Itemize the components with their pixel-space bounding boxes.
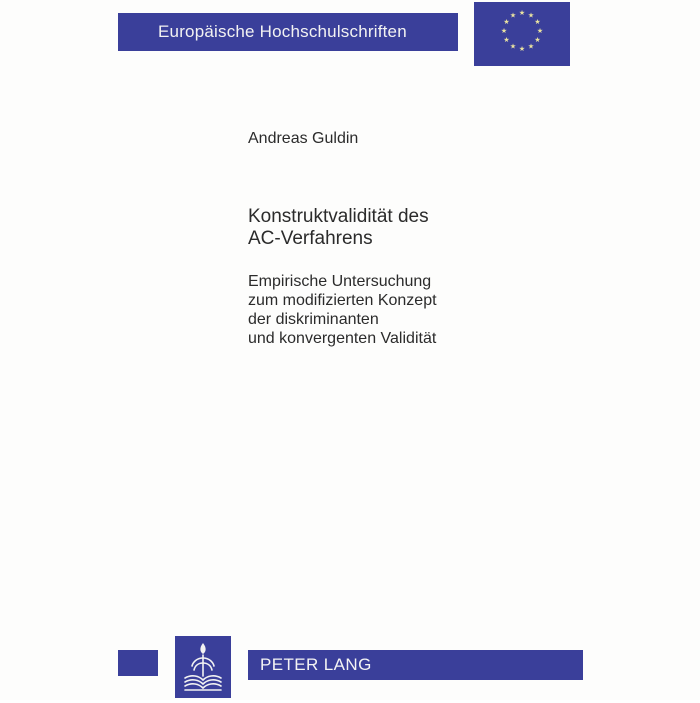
svg-text:★: ★ [509, 42, 517, 51]
publisher-accent-bar [118, 650, 158, 676]
book-subtitle [248, 272, 437, 348]
svg-text:★: ★ [534, 36, 541, 44]
book-title [248, 206, 429, 250]
svg-text:★: ★ [509, 11, 517, 20]
svg-text:★: ★ [536, 27, 544, 35]
svg-text:★: ★ [534, 18, 541, 26]
publisher-emblem-icon [175, 636, 231, 698]
publisher-name: PETER LANG [260, 655, 372, 674]
publisher-band [248, 650, 583, 680]
eu-stars-flag-icon [474, 2, 570, 66]
svg-text:★: ★ [527, 42, 535, 51]
book-subtitle-line-2: zum modifizierten Konzept [248, 292, 437, 309]
book-subtitle-line-1: Empirische Untersuchung [248, 273, 432, 290]
series-title: Europäische Hochschulschriften [158, 22, 407, 41]
svg-text:★: ★ [503, 18, 510, 26]
author-name: Andreas Guldin [248, 130, 359, 147]
svg-text:★: ★ [518, 9, 526, 17]
book-title-line-2: AC-Verfahrens [248, 228, 373, 249]
book-title-line-1: Konstruktvalidität des [248, 206, 429, 227]
svg-text:★: ★ [500, 27, 508, 35]
book-subtitle-line-4: und konvergenten Validität [248, 330, 437, 347]
svg-text:★: ★ [503, 36, 510, 44]
svg-text:★: ★ [518, 45, 526, 53]
series-title-band [118, 13, 458, 51]
svg-text:★: ★ [527, 11, 535, 20]
book-subtitle-line-3: der diskriminanten [248, 311, 379, 328]
